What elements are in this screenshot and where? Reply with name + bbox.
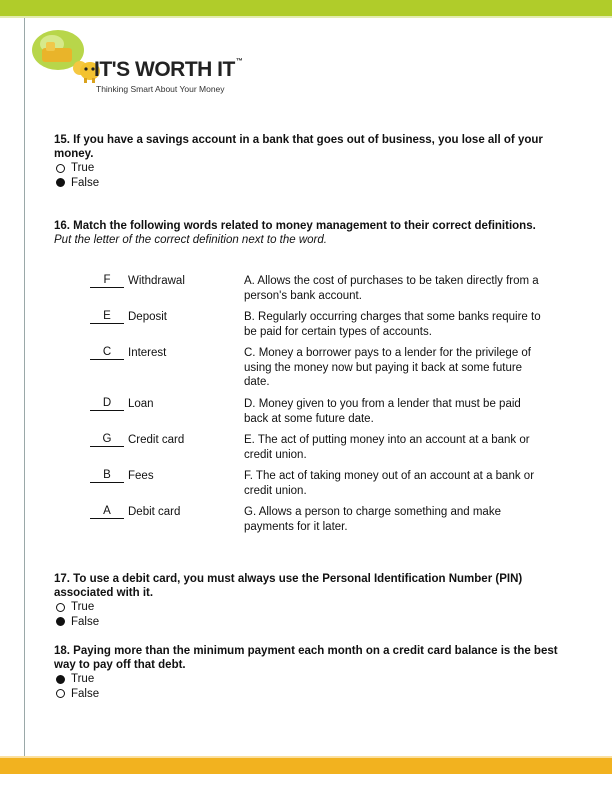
header-bar-shade	[0, 16, 612, 18]
radio-unselected-icon[interactable]	[56, 689, 65, 698]
question-15	[54, 133, 564, 190]
option-true[interactable]: True	[54, 600, 564, 615]
answer-blank[interactable]: D	[90, 397, 124, 411]
answer-blank[interactable]: B	[90, 469, 124, 483]
answer-blank[interactable]: A	[90, 505, 124, 519]
option-false[interactable]: False	[54, 176, 564, 191]
radio-unselected-icon[interactable]	[56, 164, 65, 173]
question-16	[54, 219, 564, 247]
match-definition: D. Money given to you from a lender that must be paid back at some future date.	[244, 398, 521, 425]
match-definition: A. Allows the cost of purchases to be taken directly from a person's bank account.	[244, 275, 539, 302]
option-false[interactable]: False	[54, 615, 564, 630]
question-stem: 15. If you have a savings account in a bank that goes out of business, you lose all of your money.	[54, 134, 543, 160]
option-true[interactable]: True	[54, 672, 564, 687]
match-term: Credit card	[128, 434, 185, 446]
answer-blank[interactable]: C	[90, 346, 124, 360]
match-term: Fees	[128, 470, 154, 482]
brand-title: IT'S WORTH IT™	[94, 58, 243, 81]
match-definition: F. The act of taking money out of an account at a bank or credit union.	[244, 470, 535, 497]
match-term: Loan	[128, 398, 154, 410]
question-stem: 16. Match the following words related to money management to their correct definitions.	[54, 220, 536, 232]
option-true[interactable]: True	[54, 161, 564, 176]
question-instruction: Put the letter of the correct definition next to the word.	[54, 234, 327, 246]
match-term: Withdrawal	[128, 275, 185, 287]
answer-blank[interactable]: E	[90, 310, 124, 324]
header-bar	[0, 0, 612, 16]
answer-blank[interactable]: F	[90, 274, 124, 288]
radio-selected-icon[interactable]	[56, 617, 65, 626]
brand-tagline: Thinking Smart About Your Money	[96, 84, 225, 94]
match-term: Interest	[128, 347, 167, 359]
question-stem: 18. Paying more than the minimum payment each month on a credit card balance is the best way to pay off that debt.	[54, 645, 558, 671]
question-stem: 17. To use a debit card, you must always use the Personal Identification Number (PIN) associated with it.	[54, 573, 523, 599]
radio-selected-icon[interactable]	[56, 675, 65, 684]
match-definition: E. The act of putting money into an account at a bank or credit union.	[244, 434, 530, 461]
radio-selected-icon[interactable]	[56, 178, 65, 187]
option-false[interactable]: False	[54, 687, 564, 702]
answer-blank[interactable]: G	[90, 433, 124, 447]
match-definition: B. Regularly occurring charges that some banks require to be paid for certain types of accounts.	[244, 311, 541, 338]
match-definition: C. Money a borrower pays to a lender for the privilege of using the money now but paying it back at some future date.	[244, 347, 532, 388]
question-17	[54, 572, 564, 629]
match-term: Deposit	[128, 311, 167, 323]
match-definition: G. Allows a person to charge something and make payments for it later.	[244, 506, 501, 533]
match-term: Debit card	[128, 506, 181, 518]
question-18	[54, 644, 564, 701]
footer-bar	[0, 758, 612, 774]
radio-unselected-icon[interactable]	[56, 603, 65, 612]
left-margin-rule	[24, 18, 25, 758]
